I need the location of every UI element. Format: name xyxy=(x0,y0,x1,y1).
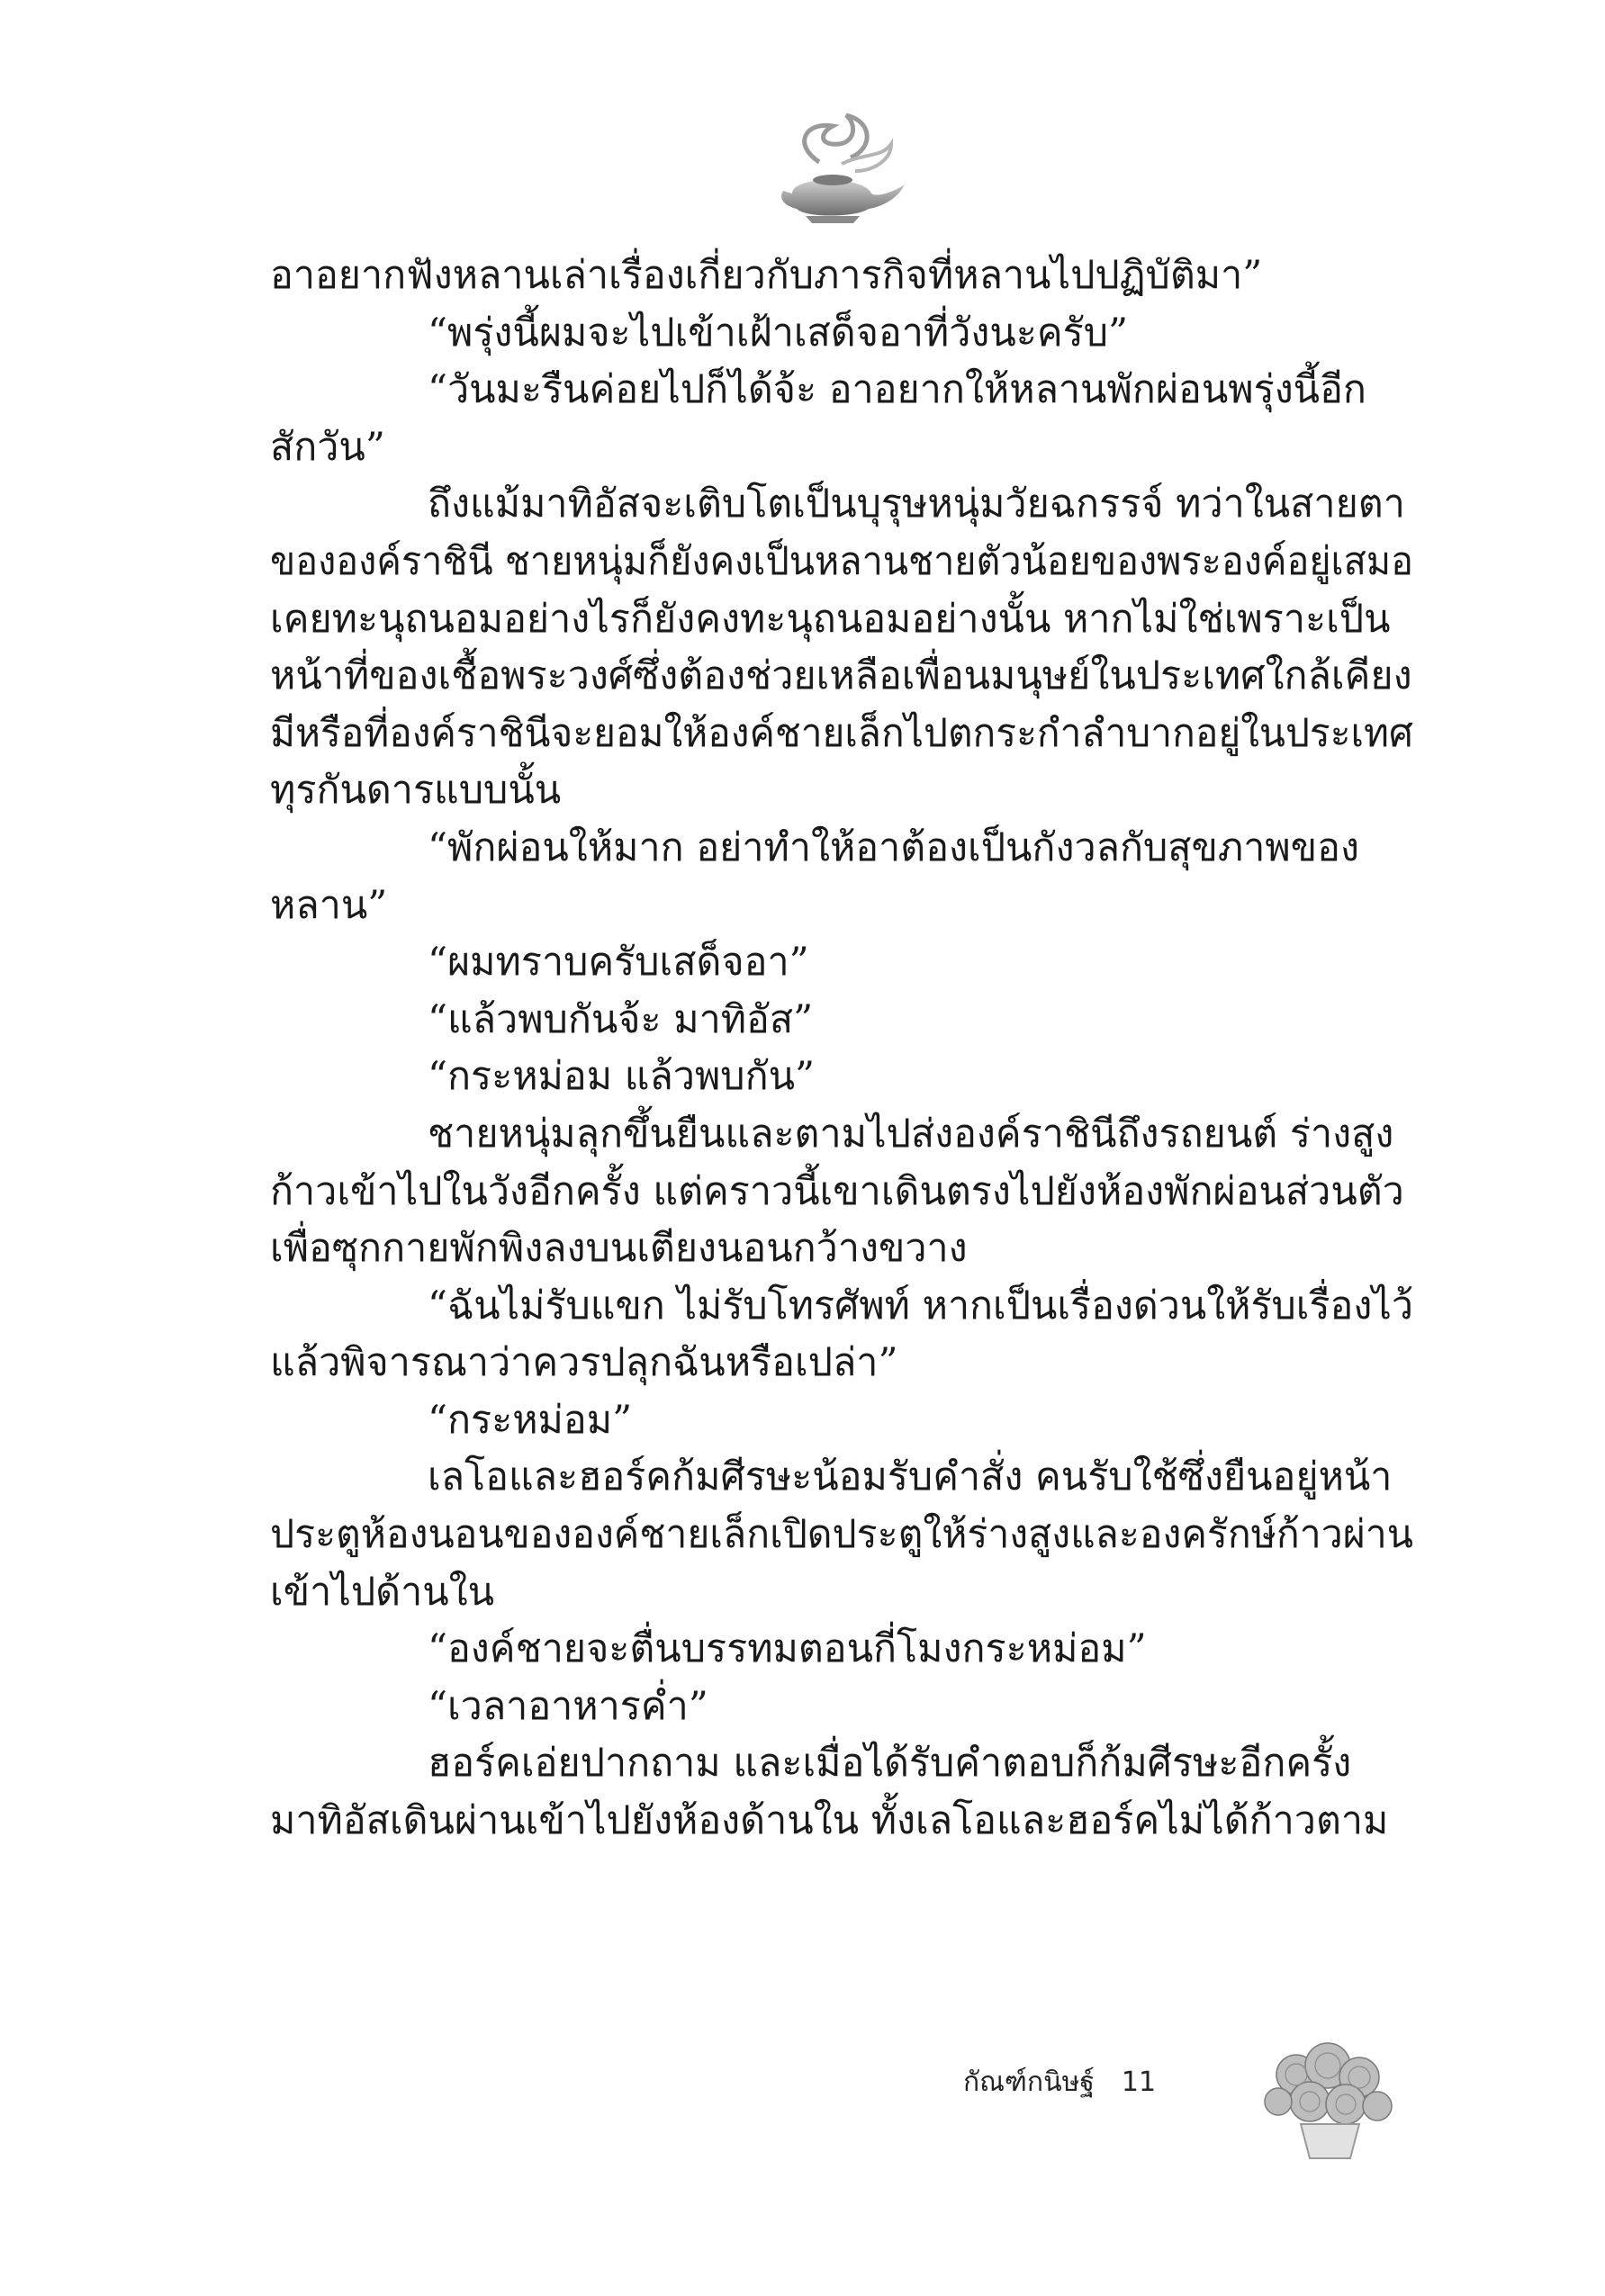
text-line: “ผมทราบครับเสด็จอา” xyxy=(428,940,809,986)
book-title: กัณฑ์กนิษฐ์ xyxy=(963,2066,1095,2098)
text-line: ฮอร์คเอ่ยปากถาม และเมื่อได้รับคำตอบก็ก้มศีรษะอีกครั้ง xyxy=(428,1741,1352,1787)
page-footer xyxy=(963,2061,1156,2103)
text-line: เข้าไปด้านใน xyxy=(270,1569,495,1615)
text-line: “องค์ชายจะตื่นบรรทมตอนกี่โมงกระหม่อม” xyxy=(428,1626,1147,1672)
text-line: ก้าวเข้าไปในวังอีกครั้ง แต่คราวนี้เขาเดินตรงไปยังห้องพักผ่อนส่วนตัว xyxy=(270,1168,1404,1214)
text-line: “พรุ่งนี้ผมจะไปเข้าเฝ้าเสด็จอาที่วังนะครับ” xyxy=(428,310,1128,356)
text-line: “พักผ่อนให้มาก อย่าทำให้อาต้องเป็นกังวลกับสุขภาพของ xyxy=(428,824,1359,870)
text-line: ประตูห้องนอนขององค์ชายเล็กเปิดประตูให้ร่างสูงและองครักษ์ก้าวผ่าน xyxy=(270,1512,1413,1558)
text-line: “กระหม่อม แล้วพบกัน” xyxy=(428,1054,815,1100)
text-line: มาทิอัสเดินผ่านเข้าไปยังห้องด้านใน ทั้งเลโอและฮอร์คไม่ได้ก้าวตาม xyxy=(270,1798,1389,1844)
text-line: เคยทะนุถนอมอย่างไรก็ยังคงทะนุถนอมอย่างนั้น หากไม่ใช่เพราะเป็น xyxy=(270,596,1391,642)
flower-bouquet-icon xyxy=(1251,2034,1404,2160)
text-line: “กระหม่อม” xyxy=(428,1397,633,1443)
text-line: ขององค์ราชินี ชายหนุ่มก็ยังคงเป็นหลานชายตัวน้อยของพระองค์อยู่เสมอ xyxy=(270,538,1413,584)
text-line: ถึงแม้มาทิอัสจะเติบโตเป็นบุรุษหนุ่มวัยฉกรรจ์ ทว่าในสายตา xyxy=(428,482,1405,527)
text-line: สักวัน” xyxy=(270,424,385,470)
text-line: ชายหนุ่มลุกขึ้นยืนและตามไปส่งองค์ราชินีถึงรถยนต์ ร่างสูง xyxy=(428,1111,1394,1157)
text-line: แล้วพิจารณาว่าควรปลุกฉันหรือเปล่า” xyxy=(270,1340,898,1386)
text-line: หลาน” xyxy=(270,882,388,928)
teapot-ornament-icon xyxy=(756,108,909,225)
text-line: “เวลาอาหารค่ำ” xyxy=(428,1683,708,1729)
text-line: ทุรกันดารแบบนั้น xyxy=(270,768,562,814)
text-line: เลโอและฮอร์คก้มศีรษะน้อมรับคำสั่ง คนรับใช้ซึ่งยืนอยู่หน้า xyxy=(428,1454,1393,1500)
text-line: “ฉันไม่รับแขก ไม่รับโทรศัพท์ หากเป็นเรื่องด่วนให้รับเรื่องไว้ xyxy=(428,1283,1413,1328)
page-number: 11 xyxy=(1121,2066,1157,2098)
text-line: อาอยากฟังหลานเล่าเรื่องเกี่ยวกับภารกิจที่หลานไปปฏิบัติมา” xyxy=(270,253,1263,298)
text-line: “แล้วพบกันจ้ะ มาทิอัส” xyxy=(428,996,814,1042)
body-text xyxy=(270,248,1413,1850)
text-line: มีหรือที่องค์ราชินีจะยอมให้องค์ชายเล็กไปตกระกำลำบากอยู่ในประเทศ xyxy=(270,710,1413,756)
text-line: “วันมะรืนค่อยไปก็ได้จ้ะ อาอยากให้หลานพักผ่อนพรุ่งนี้อีก xyxy=(428,367,1366,413)
text-line: เพื่อซุกกายพักพิงลงบนเตียงนอนกว้างขวาง xyxy=(270,1226,968,1272)
text-line: หน้าที่ของเชื้อพระวงศ์ซึ่งต้องช่วยเหลือเพื่อนมนุษย์ในประเทศใกล้เคียง xyxy=(270,653,1412,699)
